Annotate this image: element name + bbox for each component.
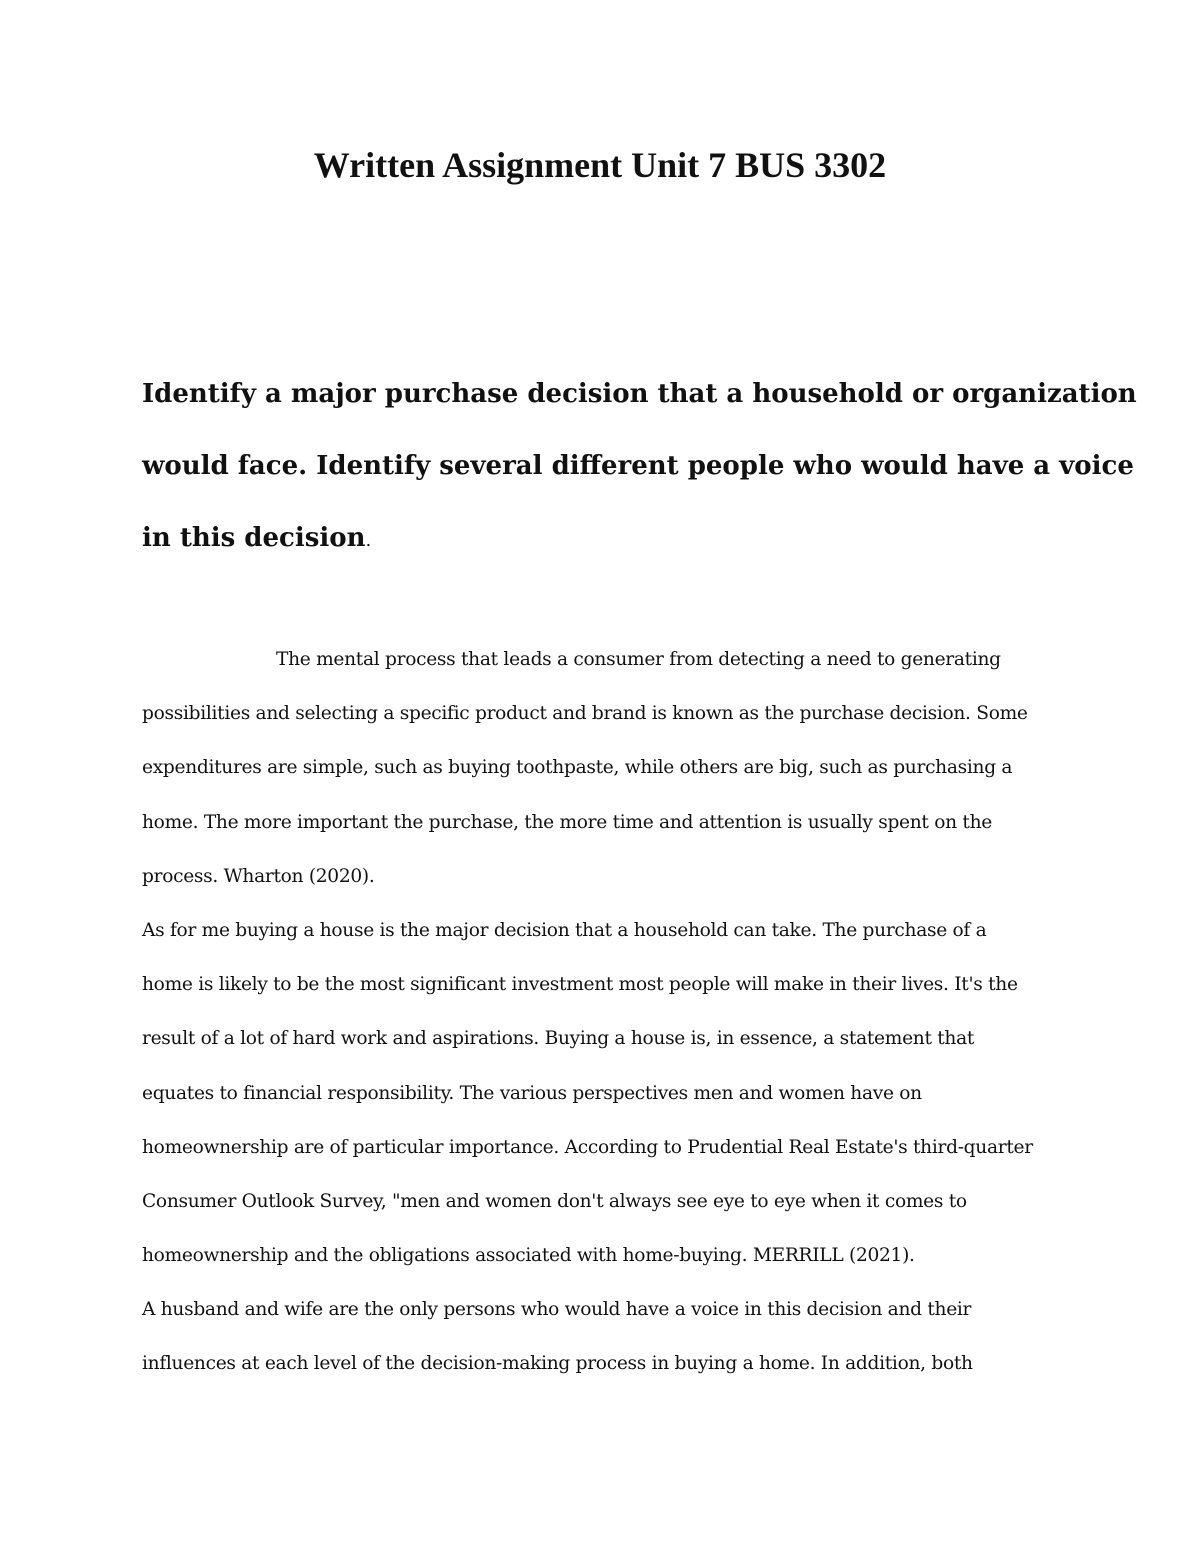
paragraph-line: Consumer Outlook Survey, "men and women don't always see eye to eye when it comes to xyxy=(142,1190,967,1212)
paragraph-line: process. Wharton (2020). xyxy=(142,865,375,887)
question-heading xyxy=(142,358,1137,574)
paragraph-line: possibilities and selecting a specific product and brand is known as the purchase decision. Some xyxy=(142,703,1028,725)
paragraph-line: home. The more important the purchase, the more time and attention is usually spent on the xyxy=(142,811,992,833)
question-line: Identify a major purchase decision that a household or organization xyxy=(142,379,1137,409)
paragraph-line: result of a lot of hard work and aspirations. Buying a house is, in essence, a statement that xyxy=(142,1028,975,1050)
question-period: . xyxy=(365,530,372,551)
paragraph-line: A husband and wife are the only persons who would have a voice in this decision and their xyxy=(142,1299,972,1321)
paragraph-line: expenditures are simple, such as buying toothpaste, while others are big, such as purchasing a xyxy=(142,757,1013,779)
paragraph-line: equates to financial responsibility. The various perspectives men and women have on xyxy=(142,1082,922,1104)
question-line: would face. Identify several different people who would have a voice xyxy=(142,451,1134,481)
paragraph-line: homeownership and the obligations associated with home-buying. MERRILL (2021). xyxy=(142,1245,915,1267)
paragraph-line: As for me buying a house is the major decision that a household can take. The purchase of a xyxy=(142,919,987,941)
paragraph-line: The mental process that leads a consumer from detecting a need to generating xyxy=(276,649,1001,670)
paragraph-line: influences at each level of the decision-making process in buying a home. In addition, both xyxy=(142,1353,973,1375)
body-paragraphs xyxy=(142,633,1072,1392)
question-line xyxy=(142,502,1072,574)
paragraph-line: home is likely to be the most significant investment most people will make in their lives. It's the xyxy=(142,974,1018,996)
document-title: Written Assignment Unit 7 BUS 3302 xyxy=(313,145,887,185)
question-line-text: in this decision xyxy=(142,523,366,553)
paragraph-line: homeownership are of particular importance. According to Prudential Real Estate's third-quarter xyxy=(142,1136,1033,1158)
